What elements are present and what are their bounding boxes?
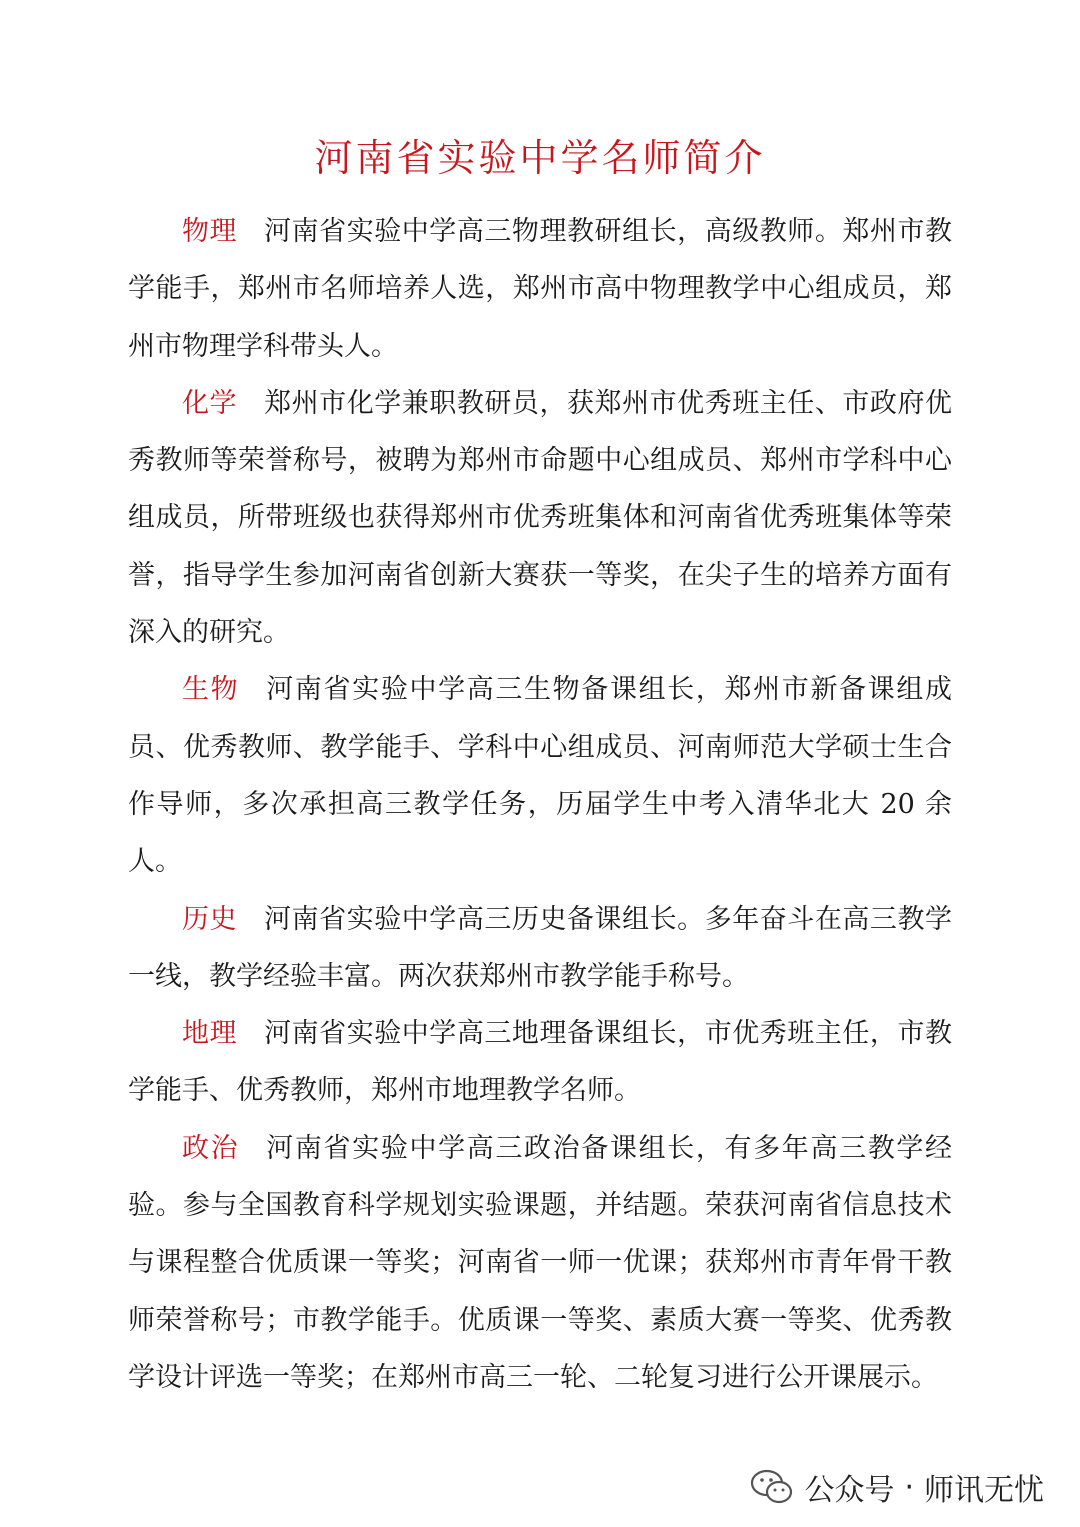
profile-text: 河南省实验中学高三历史备课组长。多年奋斗在高三教学一线，教学经验丰富。两次获郑州市教学能手称号。 [128, 903, 953, 992]
subject-label: 历史 [182, 903, 238, 935]
wechat-icon [750, 1469, 794, 1505]
profile-list [128, 203, 952, 1406]
page-title: 河南省实验中学名师简介 [314, 136, 766, 180]
profile-biology [128, 661, 952, 890]
profile-geography [128, 1005, 952, 1120]
footer-account: 师讯无忧 [924, 1473, 1044, 1508]
profile-chemistry [128, 375, 952, 661]
profile-text: 河南省实验中学高三政治备课组长，有多年高三教学经验。参与全国教育科学规划实验课题，并结题。荣获河南省信息技术与课程整合优质课一等奖；河南省一师一优课；获郑州市青年骨干教师荣誉称号；市教学能手。优质课一等奖、素质大赛一等奖、优秀教学设计评选一等奖；在郑州市高三一轮、二轮复习进行公开课展示。 [128, 1132, 953, 1393]
profile-physics [128, 203, 952, 375]
profile-text: 郑州市化学兼职教研员，获郑州市优秀班主任、市政府优秀教师等荣誉称号，被聘为郑州市命题中心组成员、郑州市学科中心组成员，所带班级也获得郑州市优秀班集体和河南省优秀班集体等荣誉，指导学生参加河南省创新大赛获一等奖，在尖子生的培养方面有深入的研究。 [128, 387, 953, 649]
footer-separator: · [904, 1469, 914, 1505]
watermark-footer [750, 1467, 1044, 1507]
profile-text: 河南省实验中学高三物理教研组长，高级教师。郑州市教学能手，郑州市名师培养人选，郑州市高中物理教学中心组成员，郑州市物理学科带头人。 [128, 216, 953, 362]
subject-label: 物理 [182, 216, 238, 247]
subject-label: 化学 [182, 387, 238, 419]
subject-label: 生物 [182, 674, 240, 706]
profile-text: 河南省实验中学高三地理备课组长，市优秀班主任，市教学能手、优秀教师，郑州市地理教学名师。 [128, 1018, 953, 1107]
subject-label: 政治 [182, 1132, 240, 1164]
profile-text: 河南省实验中学高三生物备课组长，郑州市新备课组成员、优秀教师、教学能手、学科中心组成员、河南师范大学硕士生合作导师，多次承担高三教学任务，历届学生中考入清华北大 20 余人。 [128, 674, 953, 878]
subject-label: 地理 [182, 1018, 238, 1050]
footer-label: 公众号 [804, 1473, 895, 1508]
profile-history [128, 891, 952, 1006]
profile-politics [128, 1120, 952, 1406]
